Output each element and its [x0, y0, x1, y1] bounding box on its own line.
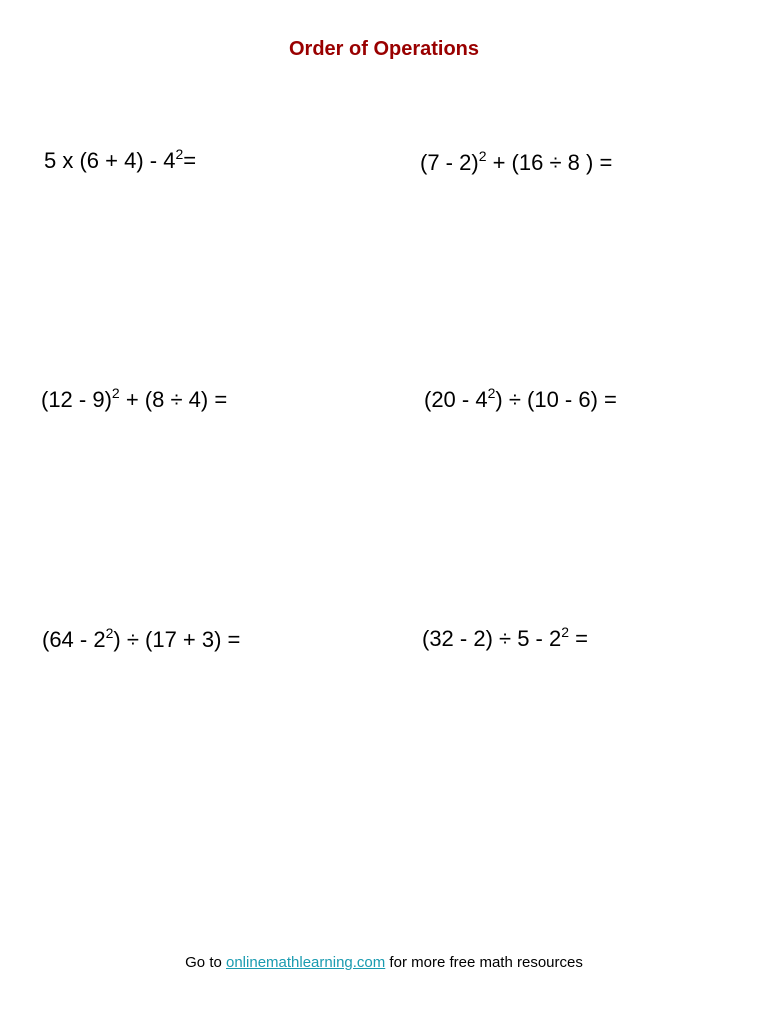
- problem-3-rest: + (8 ÷ 4) =: [119, 387, 228, 412]
- footer-credit: [0, 954, 768, 971]
- problem-5-rest: ) ÷ (17 + 3) =: [113, 627, 241, 652]
- problem-5: [42, 625, 241, 652]
- problem-2-base: (7 - 2): [420, 150, 479, 175]
- problem-1-base: 5 x (6 + 4) - 4: [44, 148, 176, 173]
- problem-2: [420, 148, 613, 175]
- problem-6-exponent: 2: [561, 624, 570, 640]
- problem-6: [422, 624, 588, 651]
- problem-1-exponent: 2: [175, 146, 184, 162]
- problem-4-rest: ) ÷ (10 - 6) =: [495, 387, 617, 412]
- footer-link[interactable]: onlinemathlearning.com: [226, 954, 386, 971]
- problem-4-base: (20 - 4: [424, 387, 488, 412]
- problem-4-exponent: 2: [487, 385, 496, 401]
- problem-2-rest: + (16 ÷ 8 ) =: [486, 150, 613, 175]
- problem-2-exponent: 2: [478, 148, 487, 164]
- problem-3-base: (12 - 9): [41, 387, 112, 412]
- problem-5-exponent: 2: [105, 625, 114, 641]
- problem-4: [424, 385, 617, 412]
- footer-suffix: for more free math resources: [385, 954, 583, 971]
- problem-5-base: (64 - 2: [42, 627, 106, 652]
- problem-3-exponent: 2: [111, 385, 120, 401]
- problem-6-rest: =: [569, 626, 588, 651]
- footer-prefix: Go to: [185, 954, 226, 971]
- worksheet-title: Order of Operations: [288, 38, 480, 60]
- problem-1-rest: =: [183, 148, 197, 173]
- problem-3: [41, 385, 228, 412]
- problem-1: [44, 146, 197, 173]
- problem-6-base: (32 - 2) ÷ 5 - 2: [422, 626, 562, 651]
